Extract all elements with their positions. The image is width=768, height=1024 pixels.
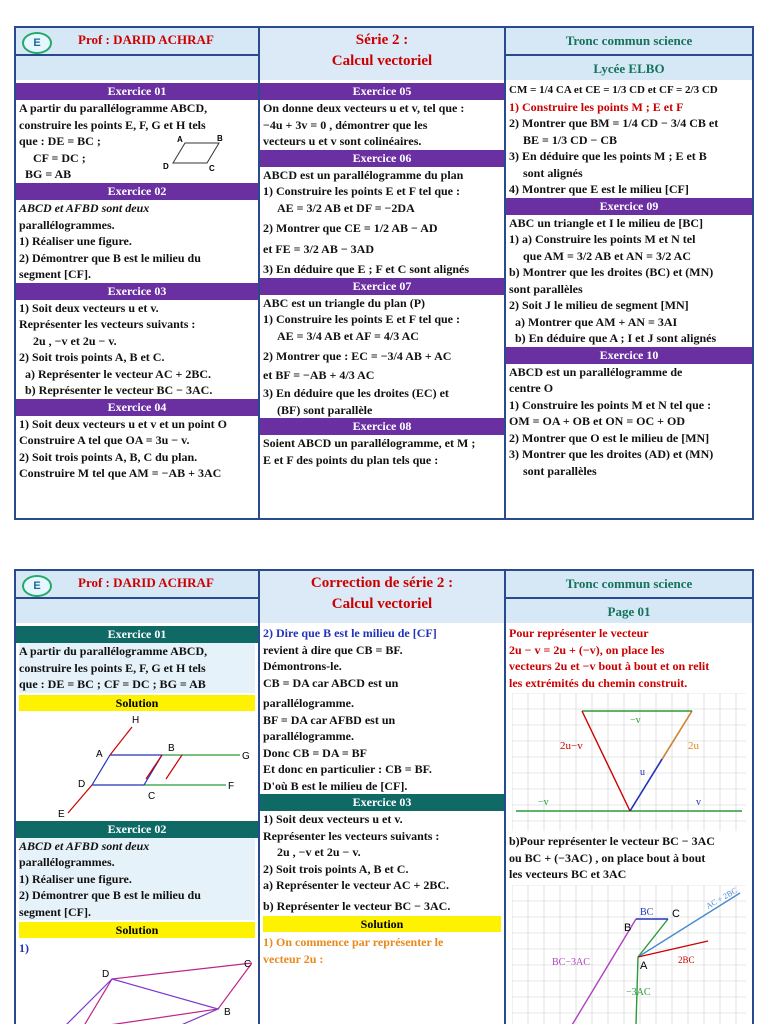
sheet-title: Calcul vectoriel — [331, 596, 433, 612]
header-divider — [16, 597, 258, 599]
bc-minus-3ac-text: b)Pour représenter le vecteur BC − 3AC ou BC + (−3AC) , on place bout à bout les vecteurs BC et 3AC — [509, 834, 715, 881]
exercise-05-text: On donne deux vecteurs u et v, tel que : −4u + 3v = 0 , démontrer que les vecteurs u et v sont colinéaires. — [263, 101, 465, 148]
fig-label-v: v — [696, 797, 701, 808]
school-logo-icon: E — [22, 575, 52, 597]
fig-label-B: B — [624, 921, 632, 934]
exercise-03-text: 1) Soit deux vecteurs u et v. Représenter les vecteurs suivants : 2u , −v et 2u − v. 2) Soit trois points A, B et C. a) Représenter le vecteur AC + 2BC. b) Représenter le vecteur BC − 3AC. — [19, 300, 213, 397]
fig-label-B: B — [217, 134, 223, 143]
exercise-07-heading: Exercice 07 — [260, 278, 504, 295]
exercise-07-text: ABC est un triangle du plan (P) 1) Construire les points E et F tel que : AE = 3/4 AB et AF = 4/3 AC 2) Montrer que : EC = −3/4 AB + AC et BF = −AB + 4/3 AC 3) En déduire que les droites (EC) et (BF) sont parallèle — [263, 295, 460, 417]
exercise-02-solution-figure — [22, 959, 252, 1024]
solution-label: Solution — [19, 922, 255, 938]
exercise-03-heading: Exercice 03 — [16, 283, 258, 300]
sheet-title: Calcul vectoriel — [331, 53, 433, 69]
exercise-02-proof: 2) Dire que B est le milieu de [CF] revient à dire que CB = BF. Démontrons-le. CB = DA car ABCD est un parallélogramme. BF = DA car AFBD est un parallélogramme. Donc CB = DA = BF Et donc en particulier : CB = BF. D'où B est le milieu de [CF]. — [263, 626, 437, 793]
parallelogram-figure — [159, 133, 229, 175]
teacher-name: Prof : DARID ACHRAF — [78, 575, 214, 590]
exercise-08-heading: Exercice 08 — [260, 418, 504, 435]
exercise-03-heading: Exercice 03 — [260, 794, 504, 811]
header-divider — [16, 54, 258, 56]
teacher-name: Prof : DARID ACHRAF — [78, 32, 214, 47]
exercise-02-text: ABCD et AFBD sont deux parallélogrammes. 1) Réaliser une figure. 2) Démontrer que B est le milieu du segment [CF]. — [19, 201, 201, 281]
exercise-09-text: ABC un triangle et I le milieu de [BC] 1) a) Construire les points M et N tel que AM = 3/2 AB et AN = 3/2 AC b) Montrer que les droites (BC) et (MN) sont parallèles 2) Soit J le milieu de segment [MN] a) Montrer que AM + AN = 3AI b) En déduire que A ; I et J sont alignés — [509, 215, 717, 345]
page-header — [16, 571, 752, 623]
exercise-10-text: ABCD est un parallélogramme de centre O 1) Construire les points M et N tel que : OM = OA + OB et ON = OC + OD 2) Montrer que O est le milieu de [MN] 3) Montrer que les droites (AD) et (MN) sont parallèles — [509, 364, 714, 478]
fig-label-F: F — [228, 780, 235, 792]
fig-label-2u-minus-v: 2u−v — [560, 740, 583, 752]
column-middle — [260, 623, 506, 1024]
header-right-cell — [506, 28, 752, 80]
column-left — [16, 80, 260, 518]
fig-label-2BC: 2BC — [678, 954, 695, 965]
class-level: Tronc commun science — [565, 33, 693, 48]
exercise-01-text: A partir du parallélogramme ABCD, construire les points E, F, G et H tels que : DE = BC ; CF = DC ; BG = AB — [19, 643, 255, 693]
column-right — [506, 623, 752, 1024]
series-label: Série 2 : — [355, 32, 409, 48]
fig-label-G: G — [242, 750, 250, 762]
school-name: Lycée ELBO — [506, 54, 752, 80]
fig-label-A: A — [96, 748, 103, 760]
exercise-06-text: ABCD est un parallélogramme du plan 1) Construire les points E et F tel que : AE = 3/2 AB et DF = −2DA 2) Montrer que CE = 1/2 AB − AD et FE = 3/2 AB − 3AD 3) En déduire que E ; F et C sont alignés — [263, 167, 470, 276]
page-header — [16, 28, 752, 80]
exercise-sheet-page — [14, 26, 754, 520]
exercise-01-heading: Exercice 01 — [16, 83, 258, 100]
exercise-05-heading: Exercice 05 — [260, 83, 504, 100]
fig-label-C: C — [672, 907, 680, 920]
exercise-01-solution-figure — [22, 713, 252, 819]
exercise-02-heading: Exercice 02 — [16, 183, 258, 200]
fig-label-minus-v-top: −v — [630, 715, 641, 726]
exercise-04-heading: Exercice 04 — [16, 399, 258, 416]
vector-grid-figure-1 — [512, 693, 746, 831]
fig-label-AC-plus-2BC: AC + 2BC — [704, 885, 739, 911]
fig-label-B: B — [168, 742, 175, 754]
exercise-03-text: 1) Soit deux vecteurs u et v. Représenter les vecteurs suivants : 2u , −v et 2u − v. 2) Soit trois points A, B et C. a) Représenter le vecteur AC + 2BC. b) Représenter le vecteur BC − 3AC. — [263, 812, 451, 913]
fig-label-2u: 2u — [688, 740, 699, 752]
fig-label-H: H — [132, 714, 140, 726]
exercise-06-heading: Exercice 06 — [260, 150, 504, 167]
part-one-label: 1) — [19, 941, 29, 955]
header-title-cell — [260, 571, 506, 623]
fig-label-C: C — [209, 164, 215, 173]
header-title-cell — [260, 28, 506, 80]
exercise-03-solution-text: 1) On commence par représenter le vecteur 2u : — [263, 935, 444, 966]
vector-construction-text: Pour représenter le vecteur 2u − v = 2u + (−v), on place les vecteurs 2u et −v bout à bout et on relit les extrémités du chemin construit. — [509, 626, 710, 690]
exercise-01-heading: Exercice 01 — [16, 626, 258, 643]
series-label: Correction de série 2 : — [310, 575, 454, 591]
fig-label-C: C — [148, 790, 156, 802]
column-left — [16, 623, 260, 1024]
fig-label-D: D — [78, 778, 86, 790]
fig-label-A: A — [177, 135, 183, 144]
class-level: Tronc commun science — [565, 576, 693, 591]
correction-page — [14, 569, 754, 1024]
exercise-10-heading: Exercice 10 — [506, 347, 752, 364]
exercise-08-text-cont: CM = 1/4 CA et CE = 1/3 CD et CF = 2/3 CD 1) Construire les points M ; E et F 2) Montrer que BM = 1/4 CD − 3/4 CB et BE = 1/3 CD − CB 3) En déduire que les points M ; E et B sont alignés 4) Montrer que E est le milieu [CF] — [509, 84, 719, 196]
solution-label: Solution — [19, 695, 255, 711]
column-middle — [260, 80, 506, 518]
fig-label-D: D — [102, 968, 110, 980]
column-right — [506, 80, 752, 518]
fig-label-A: A — [640, 959, 648, 972]
exercise-02-text: ABCD et AFBD sont deux parallélogrammes. 1) Réaliser une figure. 2) Démontrer que B est le milieu du segment [CF]. — [19, 838, 255, 921]
header-left-cell — [16, 571, 260, 623]
exercise-01-text: A partir du parallélogramme ABCD, construire les points E, F, G et H tels que : DE = BC ; CF = DC ; BG = AB A B D C — [19, 100, 255, 183]
fig-label-BC-minus-3AC: BC−3AC — [552, 956, 590, 968]
exercise-02-heading: Exercice 02 — [16, 821, 258, 838]
exercise-04-text: 1) Soit deux vecteurs u et v et un point O Construire A tel que OA = 3u − v. 2) Soit trois points A, B, C du plan. Construire M tel que AM = −AB + 3AC — [19, 416, 227, 480]
page-number: Page 01 — [506, 597, 752, 623]
exercise-08-text-start: Soient ABCD un parallélogramme, et M ; E et F des points du plan tels que : — [263, 436, 476, 467]
exercise-09-heading: Exercice 09 — [506, 198, 752, 215]
vector-grid-figure-2 — [512, 885, 746, 1024]
fig-label-BC: BC — [640, 906, 654, 918]
fig-label-C: C — [244, 958, 252, 970]
school-logo-icon: E — [22, 32, 52, 54]
solution-label: Solution — [263, 916, 501, 932]
fig-label-minus-v-bottom: −v — [538, 797, 549, 808]
header-left-cell — [16, 28, 260, 80]
fig-label-D: D — [163, 162, 169, 171]
fig-label-u: u — [640, 767, 645, 778]
fig-label-E: E — [58, 808, 65, 819]
header-right-cell — [506, 571, 752, 623]
fig-label-B: B — [224, 1006, 231, 1018]
fig-label-minus-3AC: −3AC — [626, 986, 651, 998]
